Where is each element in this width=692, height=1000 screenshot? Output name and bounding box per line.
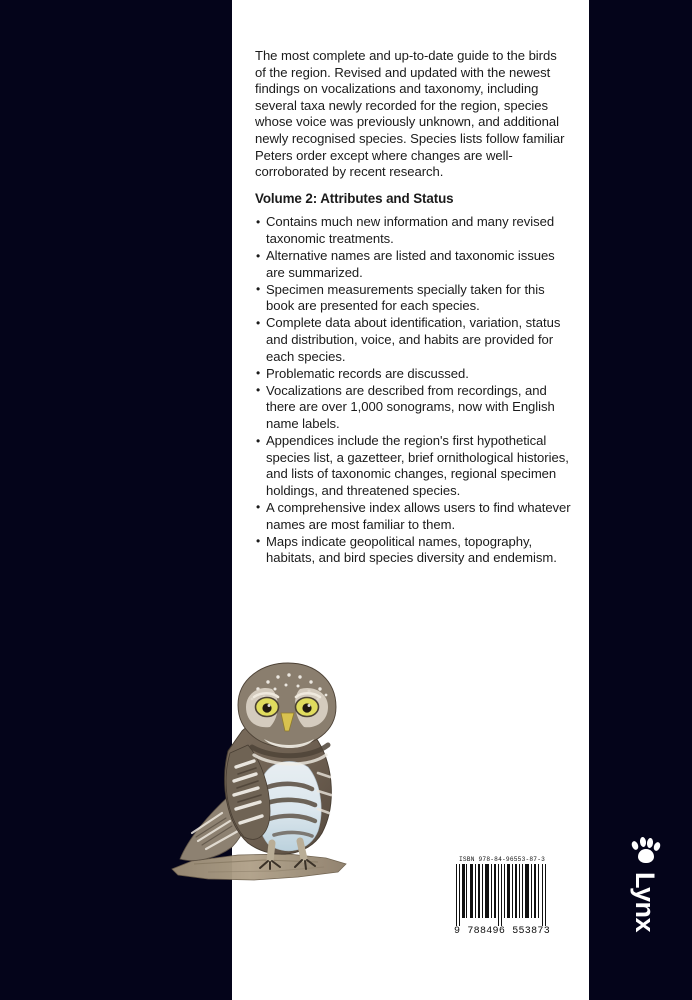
ean-digits — [454, 926, 550, 937]
list-item — [255, 366, 571, 383]
list-item-label: Maps indicate geopolitical names, topography, habitats, and bird species diversity and endemism. — [266, 533, 557, 566]
list-item-label: Contains much new information and many revised taxonomic treatments. — [266, 214, 555, 246]
ean-group-2: 553873 — [512, 925, 550, 937]
bullet-icon: • — [256, 500, 261, 515]
list-item-label: Complete data about identification, variation, status and distribution, voice, and habits are provided for each species. — [266, 315, 561, 364]
barcode-block — [452, 856, 552, 937]
list-item — [255, 534, 571, 567]
back-cover-blurb — [255, 48, 571, 567]
list-item-label: Vocalizations are described from recordings, and there are over 1,000 sonograms, now with English name labels. — [266, 382, 555, 431]
bullet-icon: • — [256, 366, 261, 381]
bullet-icon: • — [256, 433, 261, 448]
bullet-icon: • — [256, 214, 261, 229]
bullet-icon: • — [256, 534, 261, 549]
list-item-label: Alternative names are listed and taxonomic issues are summarized. — [266, 248, 555, 280]
list-item — [255, 214, 571, 247]
volume-heading: Volume 2: Attributes and Status — [255, 190, 454, 206]
bullet-icon: • — [256, 282, 261, 297]
list-item — [255, 248, 571, 281]
isbn-label: ISBN 978-84-96553-87-3 — [458, 856, 546, 863]
list-item-label: Specimen measurements specially taken for this book are presented for each species. — [266, 281, 545, 314]
list-item — [255, 433, 571, 499]
bullet-icon: • — [256, 383, 261, 398]
bullet-icon: • — [256, 315, 261, 330]
publisher-logo — [618, 836, 673, 946]
ean-left-digit: 9 — [454, 925, 461, 937]
owl-illustration — [168, 655, 358, 905]
ean-group-1: 788496 — [467, 925, 506, 937]
paw-print-icon — [631, 836, 661, 866]
publisher-name: Lynx — [630, 872, 660, 933]
bullet-icon: • — [256, 248, 261, 263]
list-item-label: Problematic records are discussed. — [266, 365, 469, 381]
barcode-bars — [456, 864, 548, 926]
list-item — [255, 500, 571, 533]
list-item — [255, 383, 571, 433]
list-item — [255, 282, 571, 315]
list-item-label: A comprehensive index allows users to find whatever names are most familiar to them. — [266, 499, 571, 532]
list-item — [255, 315, 571, 365]
intro-paragraph: The most complete and up-to-date guide to the birds of the region. Revised and updated with the newest findings on vocalizations and taxonomy, including several taxa newly recorded for the region, species whose voice was previously unknown, and additional newly recognised species. Species lists follow familiar Peters order except where changes are well-corroborated by recent research. — [255, 48, 565, 180]
list-item-label: Appendices include the region's first hypothetical species list, a gazetteer, brief ornithological histories, and lists of taxonomic changes, regional specimen holdings, and threatened species. — [266, 433, 569, 498]
feature-list — [255, 214, 571, 566]
